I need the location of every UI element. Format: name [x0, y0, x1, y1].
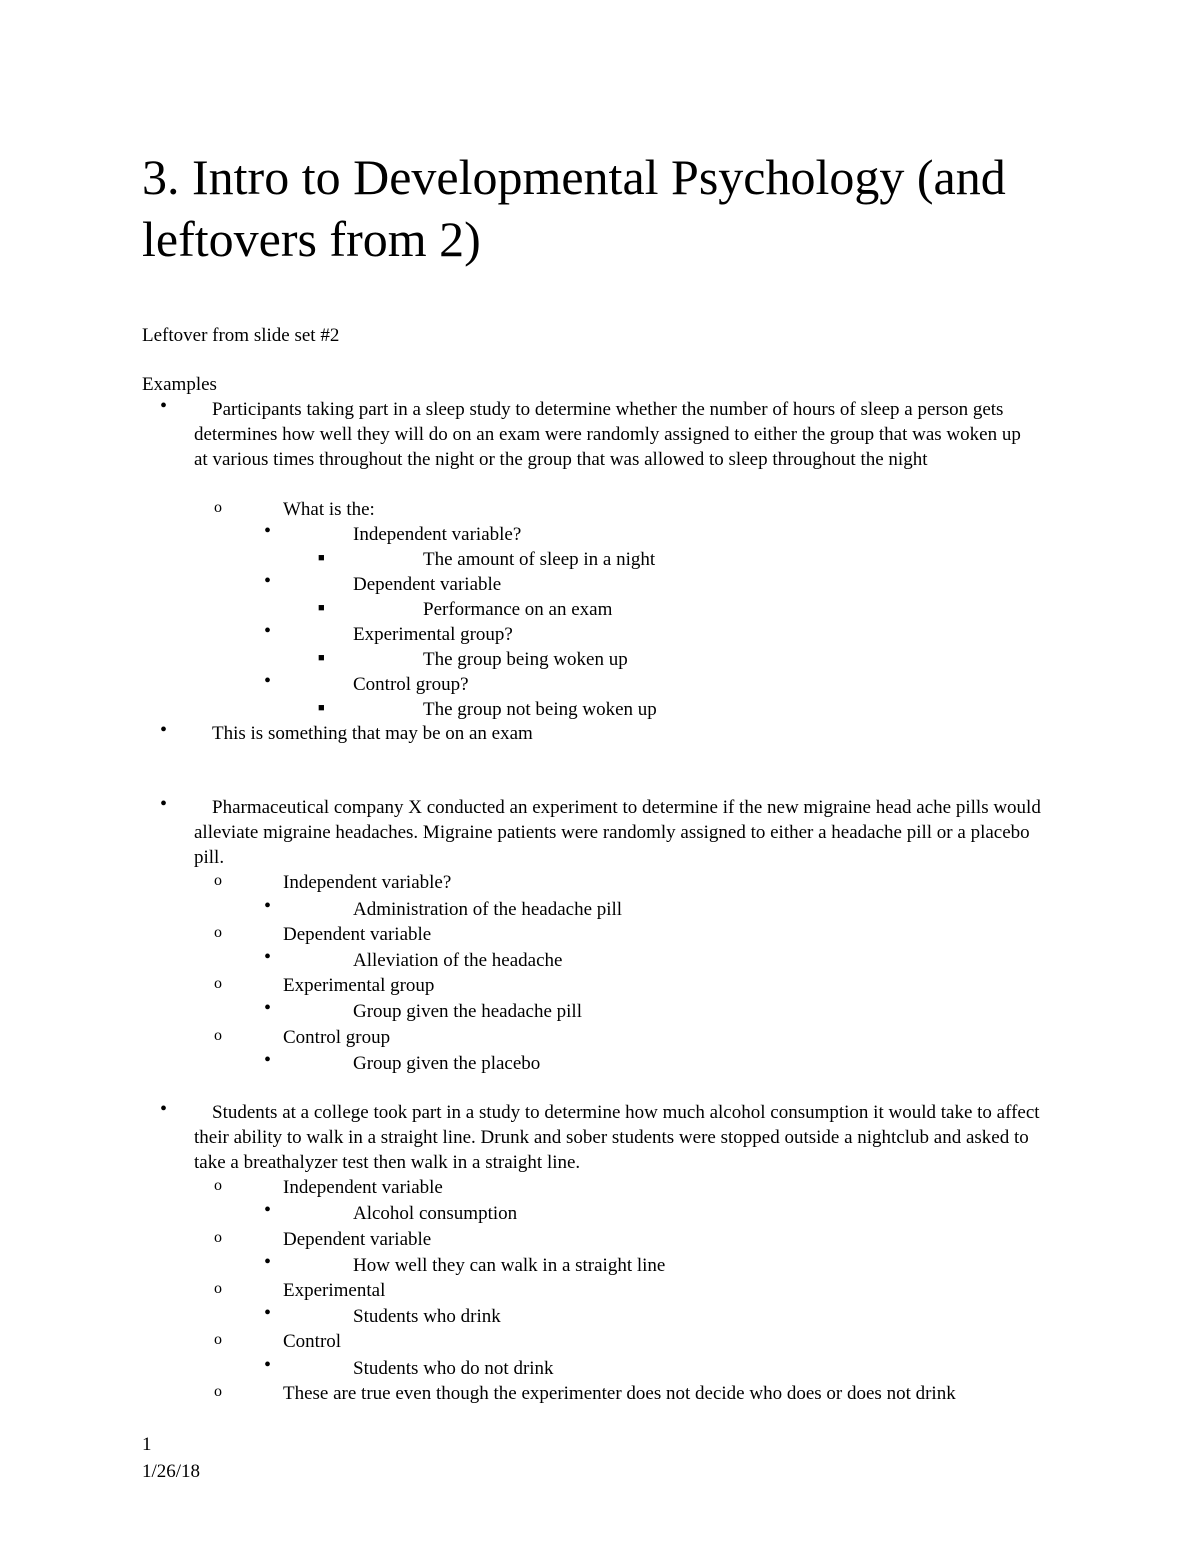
- example-2-text: Pharmaceutical company X conducted an experiment to determine if the new migraine head ache pills would alleviate migraine headaches. Migraine patients were randomly assigned to either a headache pill or a placebo pill.: [194, 797, 1041, 868]
- circle-bullet-icon: o: [214, 872, 222, 889]
- bullet-icon: •: [264, 1199, 272, 1221]
- leftover-heading: Leftover from slide set #2: [142, 325, 340, 346]
- bullet-icon: •: [264, 1251, 272, 1273]
- example-3-text: Students at a college took part in a study to determine how much alcohol consumption it would take to affect their ability to walk in a straight line. Drunk and sober students were stopped outside a nightclub and asked to take a breathalyzer test then walk in a straight line.: [194, 1102, 1040, 1173]
- bullet-icon: •: [264, 620, 272, 642]
- bullet-icon: •: [160, 395, 168, 417]
- bullet-icon: •: [264, 946, 272, 968]
- bullet-icon: •: [160, 719, 168, 741]
- square-bullet-icon: ■: [318, 652, 325, 664]
- examples-label: Examples: [142, 374, 217, 395]
- bullet-icon: •: [264, 1302, 272, 1324]
- footer-date: 1/26/18: [142, 1461, 201, 1482]
- bullet-icon: •: [264, 520, 272, 542]
- circle-bullet-icon: o: [214, 975, 222, 992]
- bullet-icon: •: [160, 793, 168, 815]
- circle-bullet-icon: o: [214, 499, 222, 516]
- page-number: 1: [142, 1434, 152, 1455]
- bullet-icon: •: [264, 895, 272, 917]
- bullet-icon: •: [264, 670, 272, 692]
- circle-bullet-icon: o: [214, 1331, 222, 1348]
- square-bullet-icon: ■: [318, 552, 325, 564]
- page-title: 3. Intro to Developmental Psychology (and leftovers from 2): [142, 149, 1006, 267]
- circle-bullet-icon: o: [214, 1280, 222, 1297]
- circle-bullet-icon: o: [214, 1383, 222, 1400]
- example-1-text: Participants taking part in a sleep study to determine whether the number of hours of sleep a person gets determines how well they will do on an exam were randomly assigned to either the group that was woken up at various times throughout the night or the group that was allowed to sleep throughout the night: [194, 399, 1021, 470]
- circle-bullet-icon: o: [214, 1177, 222, 1194]
- square-bullet-icon: ■: [318, 702, 325, 714]
- bullet-icon: •: [264, 997, 272, 1019]
- circle-bullet-icon: o: [214, 1229, 222, 1246]
- square-bullet-icon: ■: [318, 602, 325, 614]
- circle-bullet-icon: o: [214, 924, 222, 941]
- circle-bullet-icon: o: [214, 1027, 222, 1044]
- bullet-icon: •: [264, 1049, 272, 1071]
- bullet-icon: •: [264, 1354, 272, 1376]
- document-page: 3. Intro to Developmental Psychology (and leftovers from 2) Leftover from slide set #2 Examples • Participants taking part in a sleep study to determine whether the number of hours of sleep a person gets determines how well they will do on an exam were randomly assigned to either the group that was woken up at various times throughout the night or the group that was allowed to sleep throughout the night o What is the: • Independent variable? ■ The amount of sleep in a night • Dependent variable ■ Performance on an exam • Experimental group? ■ The group being woken up • Control group? ■ The group not being woken up • This is something that may be on an exam • Pharmaceutical company X conducted an experiment to determine if the new migraine head ache pills would alleviate migraine headaches. Migraine patients were randomly assigned to either a headache pill or a placebo pill. o Independent variable? • Administration of the headache pill o Dependent variable • Alleviation of the headache o Experimental group • Group given the headache pill o Control group • Group given the placebo • Students at a college took part in a study to determine how much alcohol consumption it would take to affect their ability to walk in a straight line. Drunk and sober students were stopped outside a nightclub and asked to take a breathalyzer test then walk in a straight line. o Independent variable • Alcohol consumption o Dependent variable • How well they can walk in a straight line o Experimental • Students who drink o Control • Students who do not drink o These are true even though the experimenter does not decide who does or does not drink 1 1/26/18: [0, 0, 1200, 1553]
- bullet-icon: •: [160, 1098, 168, 1120]
- bullet-icon: •: [264, 570, 272, 592]
